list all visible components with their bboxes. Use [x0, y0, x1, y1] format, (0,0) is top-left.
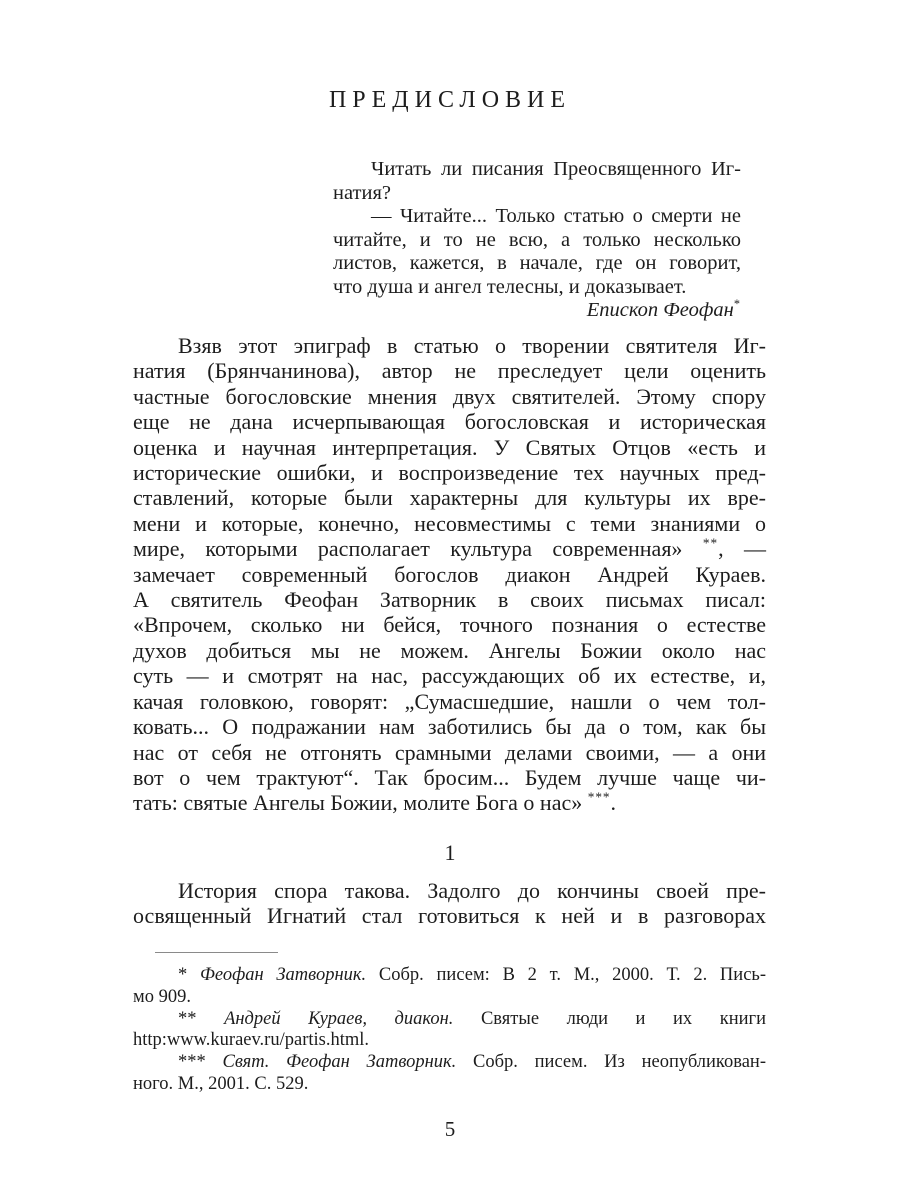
- text-segment: , —: [718, 536, 767, 562]
- italic-text-segment: Епископ Феофан: [586, 299, 734, 321]
- footnotes: [133, 965, 766, 1096]
- italic-text-segment: Андрей Кураев, диакон.: [224, 1008, 454, 1029]
- body-paragraph-1: [133, 333, 766, 816]
- text-line: [133, 714, 766, 739]
- text-line: [333, 299, 741, 323]
- text-segment: **: [178, 1008, 225, 1029]
- text-segment: http:www.kuraev.ru/partis.html.: [133, 1030, 370, 1051]
- text-line: [133, 638, 766, 663]
- text-segment: суть — и смотрят на нас, рассуждающих об их естестве, и,: [133, 663, 766, 689]
- text-segment: духов добиться мы не можем. Ангелы Божии около нас: [133, 637, 766, 663]
- text-line: [133, 384, 766, 409]
- body-paragraph-2: [133, 878, 766, 929]
- text-line: [133, 435, 766, 460]
- text-segment: освященный Игнатий стал готовиться к ней и в разговорах: [133, 903, 766, 929]
- text-segment: ного. М., 2001. С. 529.: [133, 1073, 309, 1094]
- text-segment: вот о чем трактуют“. Так бросим... Будем лучше чаще чи-: [133, 764, 766, 790]
- italic-text-segment: Феофан Затворник.: [200, 965, 367, 985]
- text-line: [133, 765, 766, 790]
- text-segment: ковать... О подражании нам заботились бы да о том, как бы: [133, 714, 766, 740]
- footnote-reference-mark: **: [702, 535, 719, 551]
- text-segment: что душа и ангел телесны, и доказывает.: [333, 275, 687, 298]
- text-segment: нас от себя не отгонять срамными делами своими, — а они: [133, 739, 766, 765]
- text-segment: натия?: [333, 181, 391, 204]
- text-line: [133, 740, 766, 765]
- text-line: [333, 252, 741, 276]
- text-line: [133, 333, 766, 358]
- text-line: [133, 460, 766, 485]
- footnote-reference-mark: *: [733, 297, 741, 312]
- text-segment: натия (Брянчанинова), автор не преследует цели оценить: [133, 358, 766, 384]
- text-line: [133, 878, 766, 903]
- text-line: [333, 205, 741, 229]
- text-line: [133, 987, 766, 1009]
- text-segment: История спора такова. Задолго до кончины своей пре-: [178, 878, 766, 903]
- text-line: [333, 229, 741, 253]
- text-line: [133, 903, 766, 928]
- text-line: [133, 485, 766, 510]
- text-line: [133, 562, 766, 587]
- text-line: [133, 1074, 766, 1096]
- footnote-separator: [155, 952, 278, 953]
- text-line: [133, 612, 766, 637]
- text-line: [333, 276, 741, 300]
- text-segment: Читать ли писания Преосвященного Иг-: [371, 158, 741, 180]
- text-line: [133, 1009, 766, 1031]
- epigraph: [333, 158, 741, 323]
- text-segment: *: [178, 965, 200, 985]
- text-segment: частные богословские мнения двух святителей. Этому спору: [133, 383, 766, 409]
- text-segment: ставлений, которые были характерны для культуры их вре-: [133, 485, 766, 511]
- text-segment: мире, которыми располагает культура современная»: [133, 536, 703, 562]
- text-segment: мо 909.: [133, 986, 191, 1007]
- text-segment: замечает современный богослов диакон Андрей Кураев.: [133, 561, 766, 587]
- text-segment: ***: [178, 1052, 223, 1073]
- text-segment: «Впрочем, сколько ни бейся, точного познания о естестве: [133, 612, 766, 638]
- text-line: [333, 182, 741, 206]
- page-title: ПРЕДИСЛОВИЕ: [328, 87, 572, 113]
- text-line: [133, 409, 766, 434]
- text-segment: исторические ошибки, и воспроизведение тех научных пред-: [133, 460, 766, 486]
- text-line: [133, 587, 766, 612]
- text-segment: Собр. писем. Из неопубликован-: [456, 1052, 766, 1073]
- text-line: [133, 965, 766, 987]
- text-segment: Святые люди и их книги: [453, 1008, 766, 1029]
- text-line: [133, 536, 766, 561]
- text-line: [333, 158, 741, 182]
- text-segment: Взяв этот эпиграф в статью о творении святителя Иг-: [178, 333, 766, 358]
- text-segment: еще не дана исчерпывающая богословская и историческая: [133, 409, 766, 435]
- text-segment: листов, кажется, в начале, где он говорит,: [333, 252, 741, 274]
- text-segment: Собр. писем: В 2 т. М., 2000. Т. 2. Пись-: [366, 965, 767, 985]
- text-segment: — Читайте... Только статью о смерти не: [371, 205, 741, 227]
- text-line: [133, 790, 766, 815]
- text-line: [133, 1030, 766, 1052]
- text-segment: мени и которые, конечно, несовместимы с теми знаниями о: [133, 510, 766, 536]
- text-line: [133, 358, 766, 383]
- text-line: [133, 511, 766, 536]
- text-segment: читайте, и то не всю, а только несколько: [333, 228, 741, 251]
- text-segment: А святитель Феофан Затворник в своих письмах писал:: [133, 587, 766, 613]
- text-line: [133, 689, 766, 714]
- text-segment: качая головкою, говорят: „Сумасшедшие, нашли о чем тол-: [133, 688, 766, 714]
- italic-text-segment: Свят. Феофан Затворник.: [222, 1052, 457, 1073]
- footnote-reference-mark: ***: [587, 789, 611, 805]
- text-segment: тать: святые Ангелы Божии, молите Бога о нас»: [133, 790, 588, 816]
- text-segment: .: [610, 790, 616, 816]
- page-number: 5: [444, 1117, 456, 1141]
- text-line: [133, 663, 766, 688]
- text-segment: оценка и научная интерпретация. У Святых Отцов «есть и: [133, 434, 766, 460]
- text-line: [133, 1052, 766, 1074]
- section-number: 1: [444, 840, 456, 865]
